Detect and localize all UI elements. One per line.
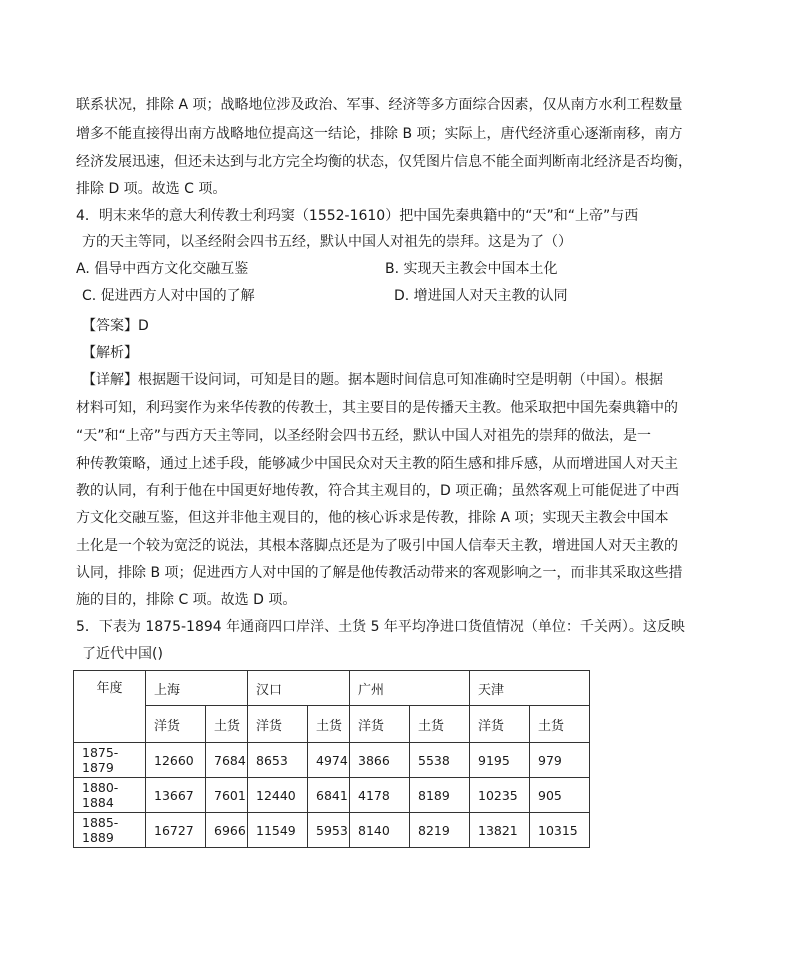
- q4-detail-line: “天”和“上帝”与西方天主等同，以圣经附会四书五经，默认中国人对祖先的崇拜的做法，是一: [76, 428, 652, 444]
- value-cell: 13667: [146, 778, 206, 813]
- value-cell: 979: [530, 743, 590, 778]
- value-cell: 3866: [350, 743, 410, 778]
- value-cell: 10235: [470, 778, 530, 813]
- q4-option-c: C. 促进西方人对中国的了解: [82, 288, 255, 304]
- sub-header-foreign: 洋货: [146, 706, 206, 743]
- value-cell: 10315: [530, 813, 590, 848]
- q5-stem: 了近代中国(): [82, 646, 163, 662]
- value-cell: 8189: [410, 778, 470, 813]
- value-cell: 4178: [350, 778, 410, 813]
- q4-detail-line: 教的认同，有利于他在中国更好地传教，符合其主观目的，D 项正确；虽然客观上可能促进了中西: [76, 483, 680, 499]
- paragraph-line: 联系状况，排除 A 项；战略地位涉及政治、军事、经济等多方面综合因素，仅从南方水利工程数量: [76, 97, 683, 113]
- q4-option-a: A. 倡导中西方文化交融互鉴: [76, 261, 249, 277]
- q5-stem: 5．下表为 1875-1894 年通商四口岸洋、土货 5 年平均净进口货值情况（单位：千关两）。这反映: [76, 619, 685, 635]
- table-header-row: [74, 671, 590, 706]
- sub-header-foreign: 洋货: [350, 706, 410, 743]
- value-cell: 6966: [206, 813, 248, 848]
- table-row: [74, 813, 590, 848]
- value-cell: 7684: [206, 743, 248, 778]
- value-cell: 12440: [248, 778, 308, 813]
- q4-option-d: D. 增进国人对天主教的认同: [394, 288, 568, 304]
- year-header: 年度: [74, 671, 146, 743]
- port-header-guangzhou: 广州: [350, 671, 470, 706]
- q4-detail-line: 认同，排除 B 项；促进西方人对中国的了解是他传教活动带来的客观影响之一，而非其采取这些措: [76, 565, 683, 581]
- q4-stem: 4．明末来华的意大利传教士利玛窦（1552-1610）把中国先秦典籍中的“天”和“上帝”与西: [76, 208, 639, 224]
- value-cell: 13821: [470, 813, 530, 848]
- value-cell: 8140: [350, 813, 410, 848]
- sub-header-native: 土货: [308, 706, 350, 743]
- paragraph-line: 经济发展迅速，但还未达到与北方完全均衡的状态，仅凭图片信息不能全面判断南北经济是否均衡，: [76, 154, 692, 170]
- sub-header-native: 土货: [410, 706, 470, 743]
- paragraph-line: 排除 D 项。故选 C 项。: [76, 181, 227, 197]
- value-cell: 11549: [248, 813, 308, 848]
- q4-detail-line: 方文化交融互鉴，但这并非他主观目的，他的核心诉求是传教，排除 A 项；实现天主教会中国本: [76, 510, 669, 526]
- q4-detail-line: 施的目的，排除 C 项。故选 D 项。: [76, 592, 297, 608]
- value-cell: 4974: [308, 743, 350, 778]
- year-cell: 1875-1879: [74, 743, 146, 778]
- q4-option-b: B. 实现天主教会中国本土化: [385, 261, 558, 277]
- value-cell: 5953: [308, 813, 350, 848]
- q4-detail-line: 材料可知，利玛窦作为来华传教的传教士，其主要目的是传播天主教。他采取把中国先秦典籍中的: [76, 400, 678, 416]
- port-header-tianjin: 天津: [470, 671, 590, 706]
- table-row: [74, 778, 590, 813]
- value-cell: 6841: [308, 778, 350, 813]
- sub-header-foreign: 洋货: [470, 706, 530, 743]
- value-cell: 12660: [146, 743, 206, 778]
- table-subheader-row: [74, 706, 590, 743]
- value-cell: 905: [530, 778, 590, 813]
- paragraph-line: 增多不能直接得出南方战略地位提高这一结论，排除 B 项；实际上，唐代经济重心逐渐南移，南方: [76, 126, 683, 142]
- q4-detail-line: 种传教策略，通过上述手段，能够减少中国民众对天主教的陌生感和排斥感，从而增进国人对天主: [76, 456, 678, 472]
- q4-analysis-label: 【解析】: [82, 345, 138, 361]
- port-header-shanghai: 上海: [146, 671, 248, 706]
- value-cell: 8219: [410, 813, 470, 848]
- trade-table: [73, 670, 590, 848]
- port-header-hankou: 汉口: [248, 671, 350, 706]
- value-cell: 8653: [248, 743, 308, 778]
- q4-detail-line: 【详解】根据题干设问词，可知是目的题。据本题时间信息可知准确时空是明朝（中国）。根据: [82, 372, 663, 388]
- value-cell: 16727: [146, 813, 206, 848]
- sub-header-foreign: 洋货: [248, 706, 308, 743]
- year-cell: 1880-1884: [74, 778, 146, 813]
- value-cell: 5538: [410, 743, 470, 778]
- sub-header-native: 土货: [206, 706, 248, 743]
- table-row: [74, 743, 590, 778]
- sub-header-native: 土货: [530, 706, 590, 743]
- year-cell: 1885-1889: [74, 813, 146, 848]
- q4-answer: 【答案】D: [82, 318, 149, 334]
- q4-stem: 方的天主等同，以圣经附会四书五经，默认中国人对祖先的崇拜。这是为了（）: [82, 234, 572, 250]
- value-cell: 7601: [206, 778, 248, 813]
- value-cell: 9195: [470, 743, 530, 778]
- q4-detail-line: 土化是一个较为宽泛的说法，其根本落脚点还是为了吸引中国人信奉天主教，增进国人对天主教的: [76, 538, 678, 554]
